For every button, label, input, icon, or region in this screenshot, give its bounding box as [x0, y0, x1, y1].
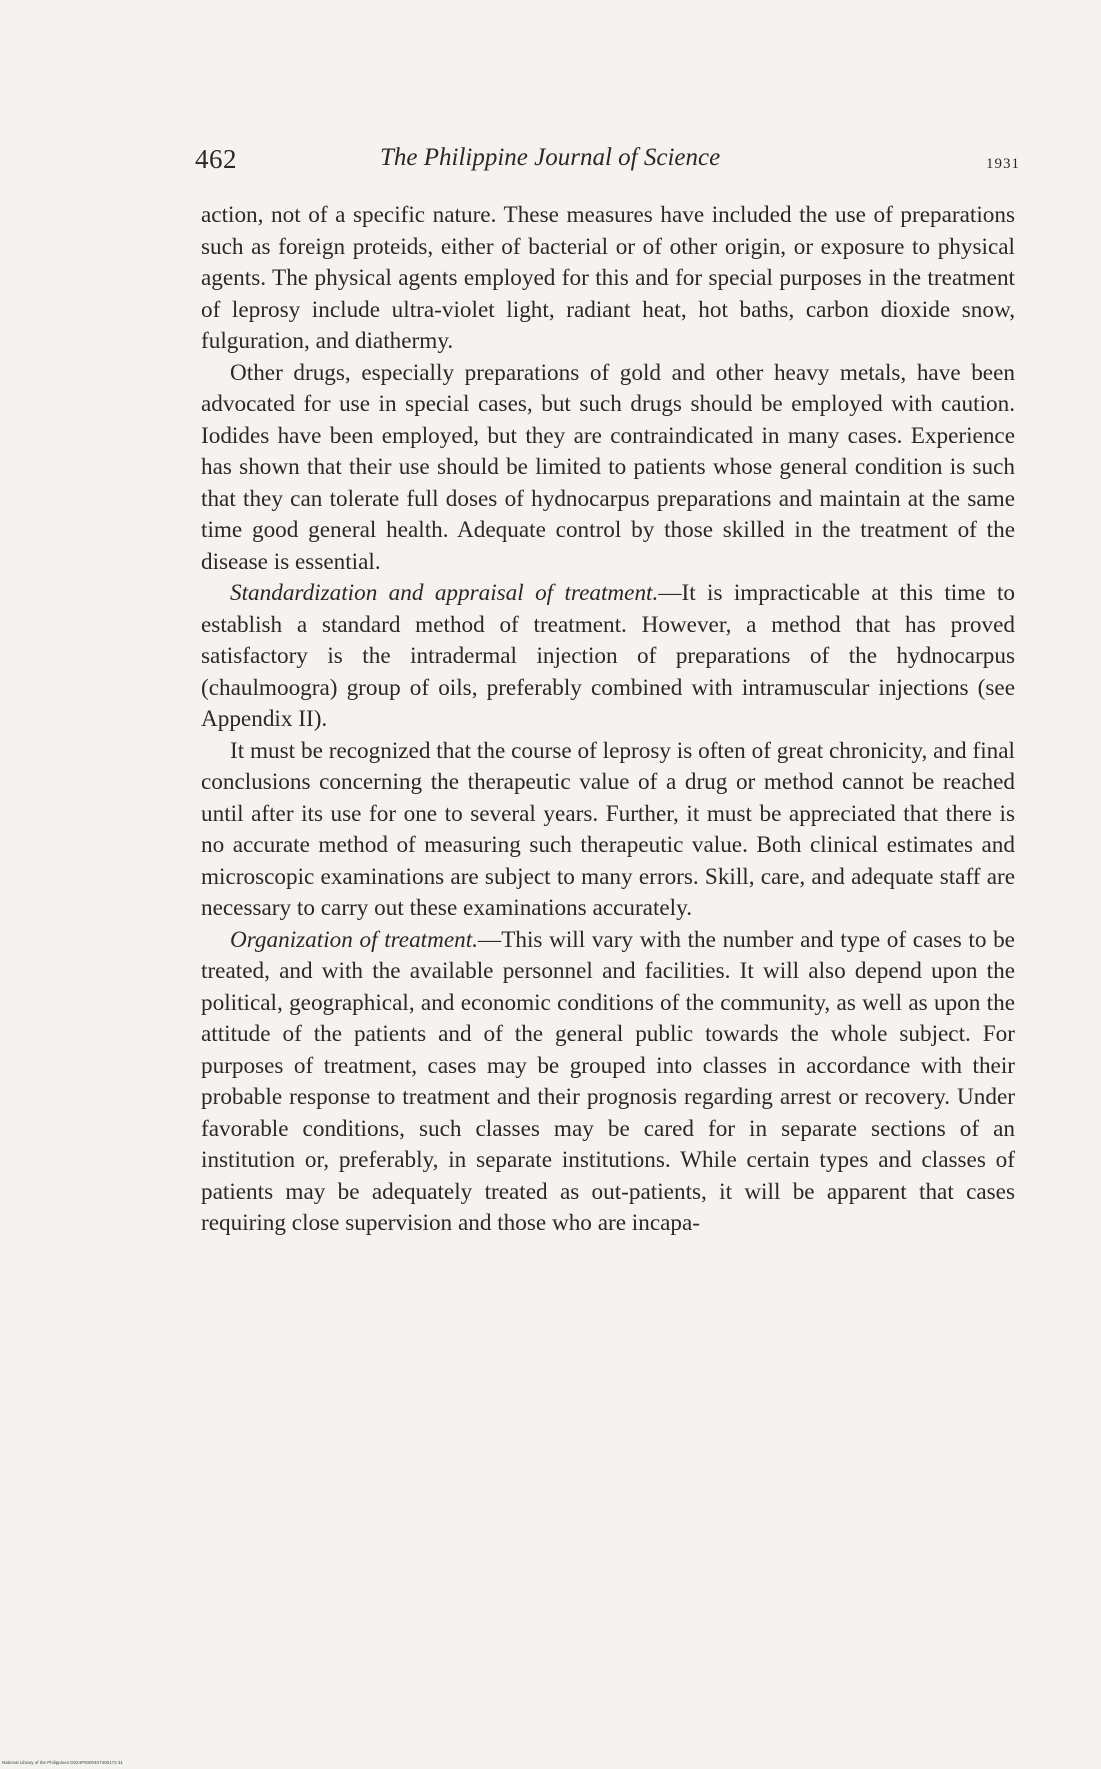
paragraph-physical-agents — [201, 200, 1015, 358]
paragraph-chronicity — [201, 736, 1015, 925]
paragraph-organization — [201, 925, 1015, 1240]
scan-credit: National Library of the Philippines D024P0000407400173 31 — [2, 1760, 123, 1765]
section-heading: Standardization and appraisal of treatment. — [230, 580, 659, 606]
paragraph-text: Other drugs, especially preparations of gold and other heavy metals, have been advocated for use in special cases, but such drugs should be employed with caution. Iodides have been employed, but they are contraindicated in many cases. Experience has shown that their use should be limited to patients whose general condition is such that they can tolerate full doses of hydnocarpus preparations and maintain at the same time good general health. Adequate control by those skilled in the treatment of the disease is essential. — [201, 359, 1015, 575]
journal-title: The Philippine Journal of Science — [380, 144, 721, 171]
body-text — [201, 200, 1015, 1240]
section-heading: Organization of treatment. — [230, 926, 478, 953]
paragraph-text: It must be recognized that the course of leprosy is often of great chronicity, and final conclusions concerning the therapeutic value of a drug or method cannot be reached until after its use for one to several years. Further, it must be appreciated that there is no accurate method of measuring such therapeutic value. Both clinical estimates and microscopic examinations are subject to many errors. Skill, care, and adequate staff are necessary to carry out these examinations accurately. — [201, 737, 1015, 921]
page-number: 462 — [195, 144, 237, 174]
running-head — [195, 144, 1020, 184]
paragraph-other-drugs — [201, 358, 1015, 579]
paragraph-standardization — [201, 578, 1015, 736]
publication-year: 1931 — [986, 156, 1020, 172]
paragraph-text: —This will vary with the number and type of cases to be treated, and with the available personnel and facilities. It will also depend upon the political, geographical, and economic conditions of the community, as well as upon the attitude of the patients and of the general public towards the whole subject. For purposes of treatment, cases may be grouped into classes in accordance with their probable response to treatment and their prognosis regarding arrest or recovery. Under favorable conditions, such classes may be cared for in separate sections of an institution or, preferably, in separate institutions. While certain types and classes of patients may be adequately treated as out-patients, it will be apparent that cases requiring close supervision and those who are incapa- — [201, 926, 1015, 1236]
paragraph-text: action, not of a specific nature. These measures have included the use of preparations such as foreign proteids, either of bacterial or of other origin, or exposure to physical agents. The physical agents employed for this and for special purposes in the treatment of leprosy include ultra-violet light, radiant heat, hot baths, carbon dioxide snow, fulguration, and diathermy. — [201, 202, 1015, 354]
paragraph-text: —It is impracticable at this time to establish a standard method of treatment. However, a method that has proved satisfactory is the intradermal injection of preparations of the hydnocarpus (chaulmoogra) group of oils, preferably combined with intramuscular injections (see Appendix II). — [201, 580, 1015, 732]
